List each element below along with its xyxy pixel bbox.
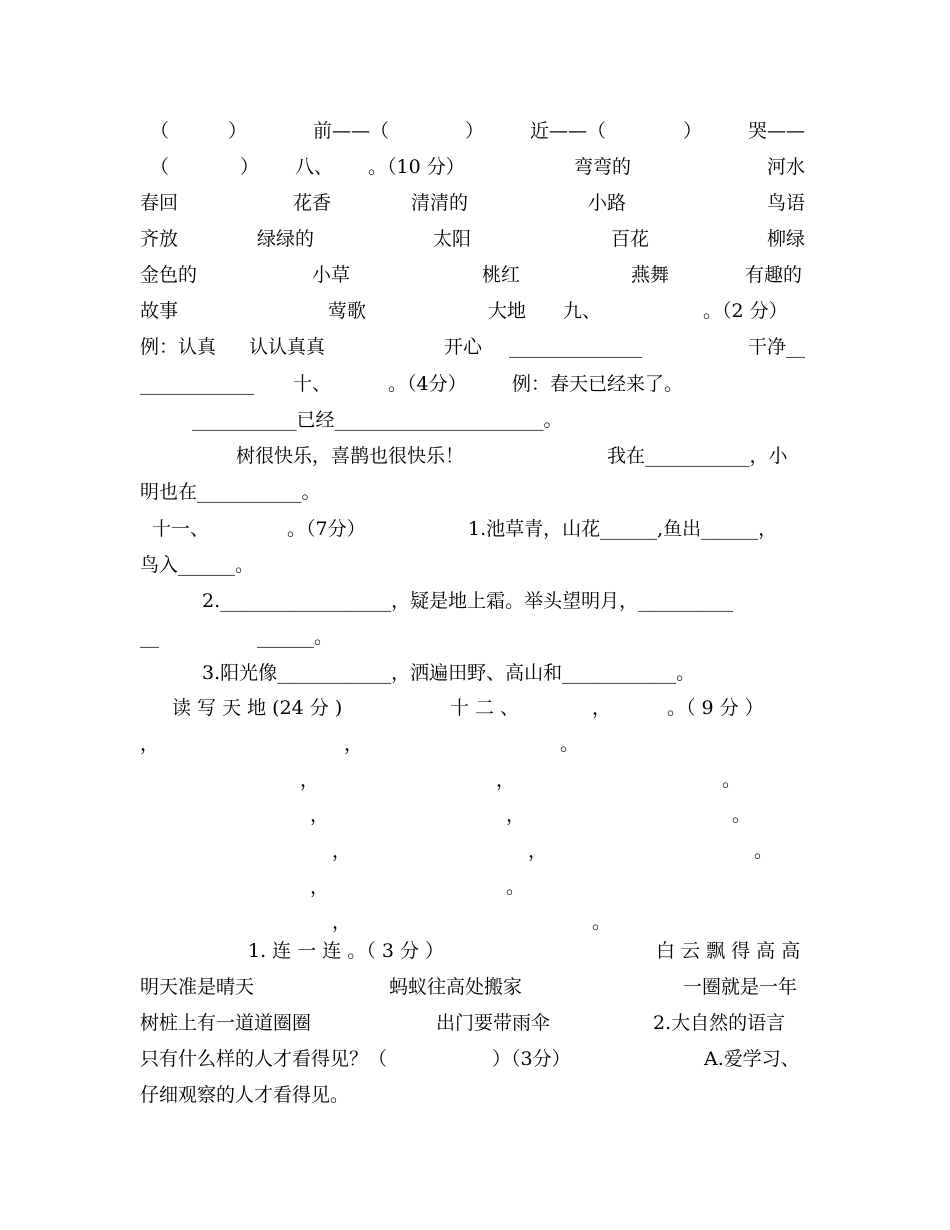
answer-blank: ______。 xyxy=(257,626,334,648)
section-8-score: 。（10 分） xyxy=(368,156,465,178)
section-8-line xyxy=(140,149,812,185)
punctuation: ， xyxy=(332,840,352,862)
matching-header-line xyxy=(140,933,812,969)
word-kaixin: 开心 xyxy=(444,336,483,358)
punctuation: 。 xyxy=(732,804,752,826)
match-item: 白 云 飘 得 高 高 xyxy=(656,940,801,962)
antonym-ku: 哭—— xyxy=(748,120,806,142)
poem-text: 鸟入______。 xyxy=(140,554,255,576)
punctuation: ， xyxy=(592,697,612,719)
phrase-word: 金色的 xyxy=(140,264,198,286)
section-9-score: 。（2 分） xyxy=(703,300,788,322)
match-item: 明天准是晴天 xyxy=(140,976,255,998)
punctuation: 。 xyxy=(506,876,526,898)
phrase-word: 燕舞 xyxy=(631,264,670,286)
match-item: 出门要带雨伞 xyxy=(436,1012,551,1034)
bracket-close: ） xyxy=(240,156,260,178)
punctuation: ， xyxy=(344,733,364,755)
punctuation: ， xyxy=(300,769,320,791)
question-2-line xyxy=(140,1077,812,1113)
phrase-word: 太阳 xyxy=(433,228,472,250)
bracket-close: ） xyxy=(683,120,703,142)
phrase-word: 春回 xyxy=(140,192,179,214)
answer-blank: ______________ xyxy=(509,336,642,358)
phrase-word: 绿绿的 xyxy=(257,228,315,250)
answer-blank: __ xyxy=(140,626,159,648)
phrase-word: 弯弯的 xyxy=(574,156,632,178)
punctuation: 。 xyxy=(560,733,580,755)
section-10-number: 十、 xyxy=(293,373,332,395)
section-10-score: 。（4分） xyxy=(388,373,467,395)
question-2-score: ）（3分） xyxy=(492,1048,571,1070)
punctuation: ， xyxy=(310,804,330,826)
poem-text: 3.阳光像____________，洒遍田野、高山和____________。 xyxy=(202,662,696,684)
phrase-word: 小路 xyxy=(588,192,627,214)
punctuation: ， xyxy=(496,769,516,791)
example-line xyxy=(140,329,812,365)
punctuation: 。 xyxy=(722,769,742,791)
punctuation-line xyxy=(140,797,812,833)
example-answer: 认认真真 xyxy=(249,336,326,358)
matching-line xyxy=(140,1005,812,1041)
question-1-title: 1. 连 一 连 。（ 3 分 ） xyxy=(248,940,444,962)
section-12-line xyxy=(140,690,812,726)
sentence-text: 树很快乐，喜鹊也很快乐！ xyxy=(236,445,465,467)
poem-line xyxy=(140,583,812,619)
punctuation: ， xyxy=(506,804,526,826)
punctuation-line xyxy=(140,762,812,798)
phrase-word: 清清的 xyxy=(411,192,469,214)
phrase-word: 花香 xyxy=(293,192,332,214)
question-2-text: 只有什么样的人才看得见？（ xyxy=(140,1048,388,1070)
punctuation: 。 xyxy=(592,911,612,933)
question-2-line xyxy=(140,1041,812,1077)
fill-sentence: ___________已经______________________。 xyxy=(192,409,563,431)
match-item: 蚂蚁往高处搬家 xyxy=(389,976,523,998)
poem-line: 1.池草青，山花______,鱼出______， xyxy=(468,518,778,540)
match-item: 树桩上有一道道圈圈 xyxy=(140,1012,312,1034)
section-11-score: 。（7分） xyxy=(287,518,366,540)
answer-blank: ____________ xyxy=(140,373,254,395)
poem-line xyxy=(140,619,812,655)
part-title: 读 写 天 地 (24 分 ) xyxy=(172,697,343,719)
phrase-word: 柳绿 xyxy=(767,228,806,250)
phrase-word: 齐放 xyxy=(140,228,179,250)
phrase-line xyxy=(140,221,812,257)
option-a-text: 仔细观察的人才看得见。 xyxy=(140,1084,350,1106)
phrase-word: 河水 xyxy=(767,156,806,178)
poem-line xyxy=(140,547,812,583)
section-9-line xyxy=(140,293,812,329)
word-ganjing: 干净__ xyxy=(748,336,806,358)
section-12-score: 。（ 9 分 ） xyxy=(667,697,764,719)
punctuation-line xyxy=(140,726,812,762)
fill-sentence-line xyxy=(140,402,812,438)
phrase-line xyxy=(140,185,812,221)
example-label: 例：认真 xyxy=(140,336,217,358)
section-11-line xyxy=(140,511,812,547)
option-a: A.爱学习、 xyxy=(704,1048,800,1070)
matching-line xyxy=(140,969,812,1005)
bracket-close: ） xyxy=(228,120,248,142)
phrase-word: 桃红 xyxy=(482,264,521,286)
section-10-line xyxy=(140,366,812,402)
phrase-word: 莺歌 xyxy=(328,300,367,322)
question-2-title: 2.大自然的语言 xyxy=(653,1012,786,1034)
phrase-word: 百花 xyxy=(611,228,650,250)
section-8-number: 八、 xyxy=(295,156,334,178)
phrase-word: 小草 xyxy=(312,264,351,286)
punctuation: ， xyxy=(140,733,160,755)
poem-text: 2.__________________，疑是地上霜。举头望明月，__________ xyxy=(202,590,734,612)
section-9-number: 九、 xyxy=(563,300,602,322)
section-11-number: 十一、 xyxy=(152,518,210,540)
punctuation: 。 xyxy=(754,840,774,862)
section-12-number: 十 二 、 xyxy=(450,697,520,719)
bracket-open: （ xyxy=(150,156,170,178)
antonym-jin: 近——（ xyxy=(530,120,607,142)
punctuation-line xyxy=(140,833,812,869)
poem-line xyxy=(140,655,812,691)
antonym-qian: 前——（ xyxy=(313,120,390,142)
phrase-word: 鸟语 xyxy=(767,192,806,214)
punctuation: ， xyxy=(310,876,330,898)
fill-sentence-line xyxy=(140,474,812,510)
antonym-line xyxy=(140,113,812,149)
phrase-word: 故事 xyxy=(140,300,179,322)
sentence-text: 我在___________，小 xyxy=(607,445,788,467)
punctuation-line xyxy=(140,869,812,905)
fill-sentence-line xyxy=(140,438,812,474)
bracket-open: （ xyxy=(150,120,170,142)
match-item: 一圈就是一年 xyxy=(683,976,798,998)
phrase-word: 有趣的 xyxy=(745,264,803,286)
bracket-close: ） xyxy=(465,120,485,142)
phrase-word: 大地 xyxy=(488,300,527,322)
sentence-text: 明也在___________。 xyxy=(140,481,321,503)
example-sentence: 例：春天已经来了。 xyxy=(512,373,684,395)
punctuation: ， xyxy=(528,840,548,862)
punctuation: ， xyxy=(332,911,352,933)
phrase-line xyxy=(140,257,812,293)
